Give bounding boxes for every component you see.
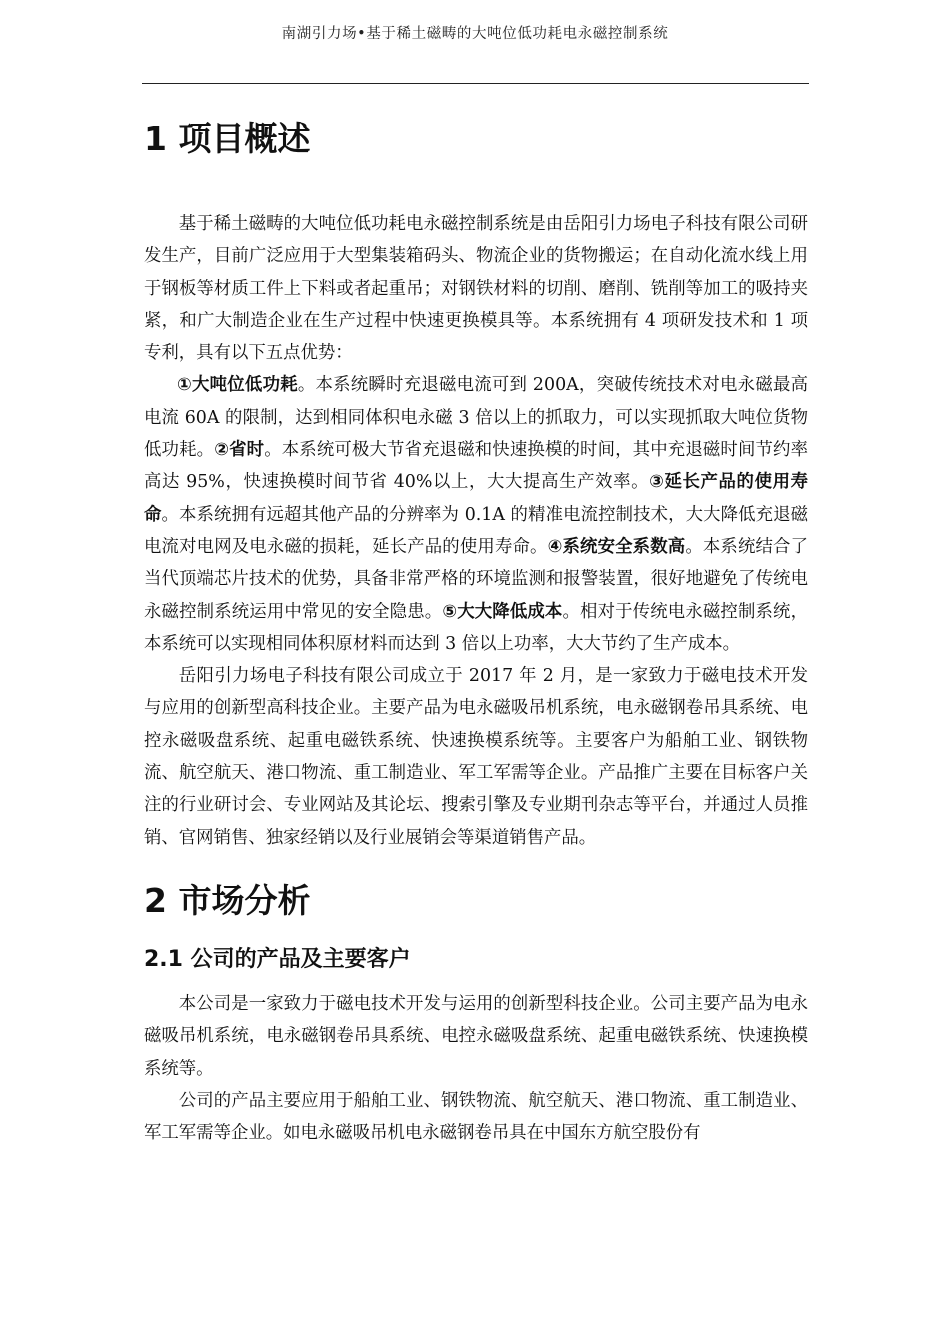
company-paragraph: 岳阳引力场电子科技有限公司成立于 2017 年 2 月，是一家致力于磁电技术开发与应用的创新型高科技企业。主要产品为电永磁吸吊机系统，电永磁钢卷吊具系统、电控永磁吸盘系统、起重电磁铁系统、快速换模系统等。主要客户为船舶工业、钢铁物流、航空航天、港口物流、重工制造业、军工军需等企业。产品推广主要在目标客户关注的行业研讨会、专业网站及其论坛、搜索引擎及专业期刊杂志等平台，并通过人员推销、官网销售、独家经销以及行业展销会等渠道销售产品。 <box>144 666 808 848</box>
advantage-1-title: ①大吨位低功耗 <box>177 375 298 396</box>
advantage-3-title: ③延长产品的使用寿命 <box>144 472 808 525</box>
advantage-2-title: ②省时 <box>214 440 265 461</box>
running-header: 南湖引力场•基于稀土磁畴的大吨位低功耗电永磁控制系统 <box>281 26 669 42</box>
page-content <box>144 108 808 1149</box>
advantage-4-text: 。本系统结合了当代顶端芯片技术的优势，具备非常严格的环境监测和报警装置，很好地避免了传统电永磁控制系统运用中常见的安全隐患。 <box>144 536 808 622</box>
advantage-3-text: 。本系统拥有远超其他产品的分辨率为 0.1A 的精准电流控制技术，大大降低充退磁电流对电网及电永磁的损耗，延长产品的使用寿命。 <box>144 504 808 557</box>
advantage-1-text: 。本系统瞬时充退磁电流可到 200A，突破传统技术对电永磁最高电流 60A 的限制，达到相同体积电永磁 3 倍以上的抓取力，可以实现抓取大吨位货物低功耗。 <box>144 375 808 461</box>
products-paragraph: 本公司是一家致力于磁电技术开发与运用的创新型科技企业。公司主要产品为电永磁吸吊机系统，电永磁钢卷吊具系统、电控永磁吸盘系统、起重电磁铁系统、快速换模系统等。 <box>144 993 808 1079</box>
section-1-heading: 1 项目概述 <box>144 119 311 158</box>
customers-paragraph: 公司的产品主要应用于船舶工业、钢铁物流、航空航天、港口物流、重工制造业、军工军需等企业。如电永磁吸吊机电永磁钢卷吊具在中国东方航空股份有 <box>144 1090 808 1144</box>
advantages-paragraph <box>144 369 808 660</box>
header-rule <box>142 83 809 84</box>
advantage-5-title: ⑤大大降低成本 <box>442 601 563 622</box>
section-2-1-heading: 2.1 公司的产品及主要客户 <box>144 946 411 972</box>
section-2-heading: 2 市场分析 <box>144 880 311 920</box>
advantage-2-text: 。本系统可极大节省充退磁和快速换模的时间，其中充退磁时间节约率高达 95%，快速换模时间节省 40%以上，大大提高生产效率。 <box>144 440 808 493</box>
overview-paragraph: 基于稀土磁畴的大吨位低功耗电永磁控制系统是由岳阳引力场电子科技有限公司研发生产，目前广泛应用于大型集装箱码头、物流企业的货物搬运；在自动化流水线上用于钢板等材质工件上下料或者起重吊；对钢铁材料的切削、磨削、铣削等加工的吸持夹紧，和广大制造企业在生产过程中快速更换模具等。本系统拥有 4 项研发技术和 1 项专利，具有以下五点优势： <box>144 214 808 364</box>
advantage-4-title: ④系统安全系数高 <box>547 536 686 557</box>
advantage-5-text: 。相对于传统电永磁控制系统，本系统可以实现相同体积原材料而达到 3 倍以上功率，大大节约了生产成本。 <box>144 601 808 654</box>
